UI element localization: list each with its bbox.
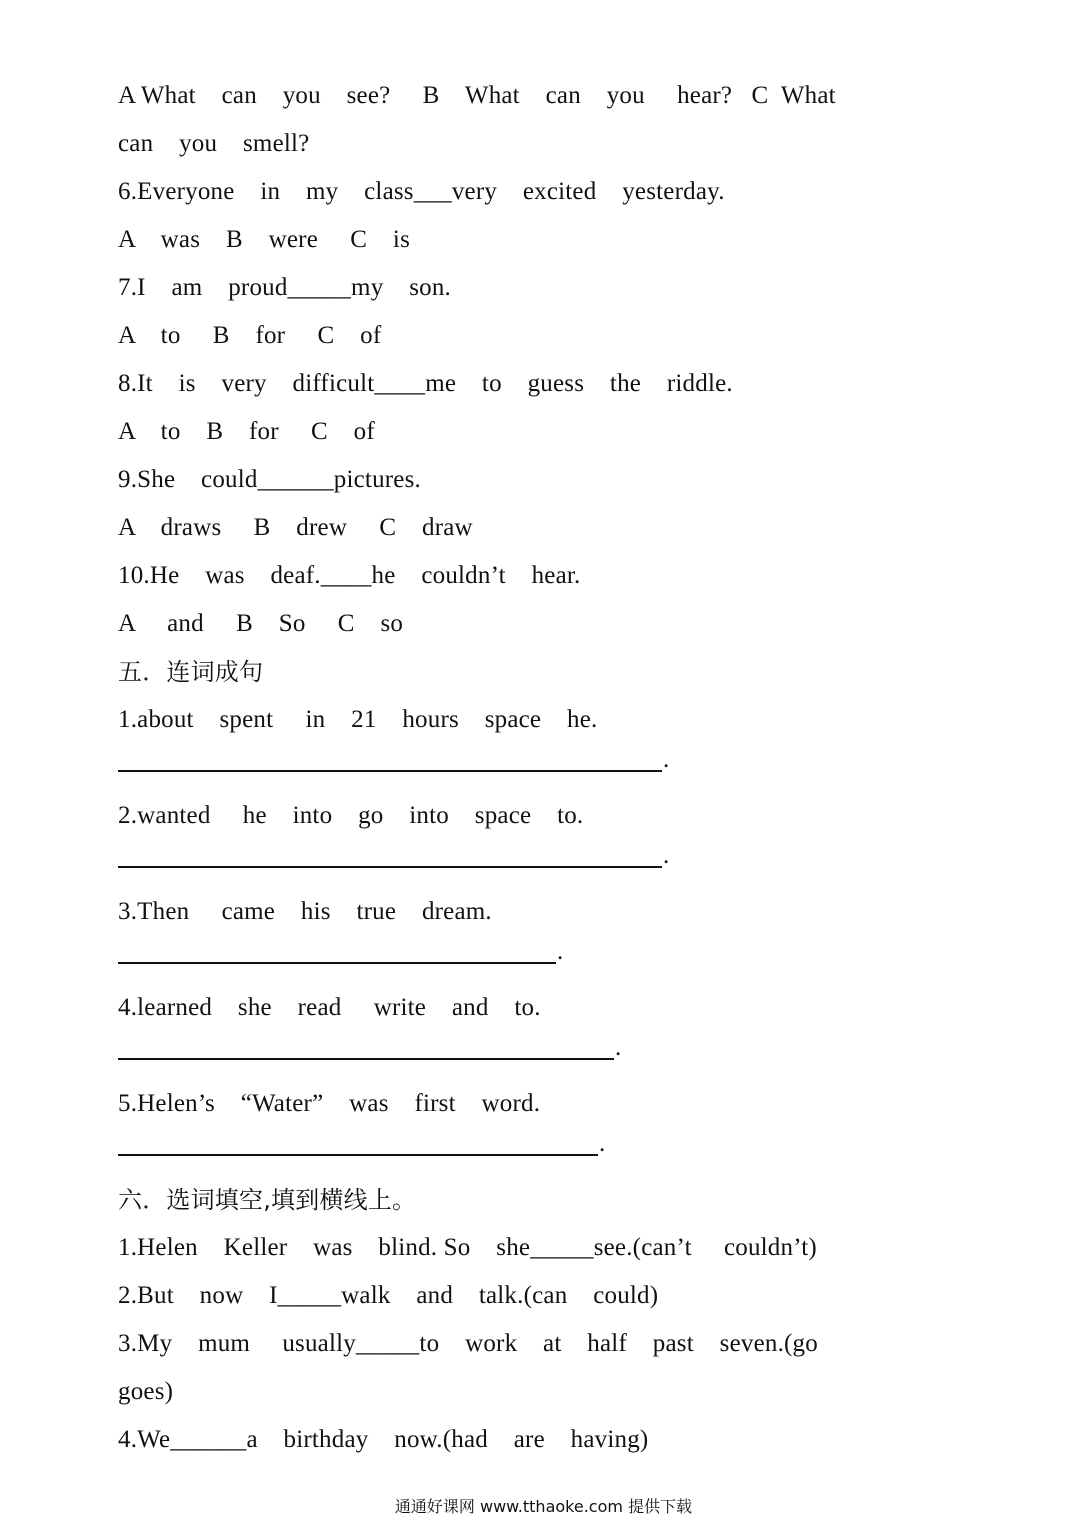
worksheet-page <box>118 72 973 1464</box>
answer-rule <box>118 866 662 868</box>
multiple-choice-section <box>118 72 973 648</box>
question-line: A was B were C is <box>118 226 411 253</box>
question-line: 8.It is very difficult____me to guess the riddle. <box>118 370 733 397</box>
footer-text: 通通好课网 www.tthaoke.com 提供下载 <box>394 1497 693 1516</box>
sentence-ordering-section <box>118 696 973 1176</box>
answer-period: . <box>663 842 670 869</box>
answer-period: . <box>557 938 564 965</box>
reorder-item: 4.learned she read write and to. <box>118 994 541 1021</box>
answer-rule <box>118 962 556 964</box>
answer-rule <box>118 770 662 772</box>
answer-line[interactable] <box>118 744 973 792</box>
fill-blank-line: 3.My mum usually_____to work at half past seven.(go <box>118 1330 818 1357</box>
question-line: 9.She could______pictures. <box>118 466 421 493</box>
answer-rule <box>118 1154 598 1156</box>
question-line: 10.He was deaf.____he couldn’t hear. <box>118 562 581 589</box>
section-6-title: 六．选词填空,填到横线上。 <box>118 1186 417 1214</box>
answer-period: . <box>663 746 670 773</box>
answer-line[interactable] <box>118 840 973 888</box>
question-line: A to B for C of <box>118 418 375 445</box>
reorder-item: 2.wanted he into go into space to. <box>118 802 584 829</box>
answer-line[interactable] <box>118 936 973 984</box>
fill-blank-line: 1.Helen Keller was blind. So she_____see.(can’t couldn’t) <box>118 1234 817 1261</box>
fill-blank-line: 2.But now I_____walk and talk.(can could) <box>118 1282 659 1309</box>
question-line: can you smell? <box>118 130 310 157</box>
reorder-item: 5.Helen’s “Water” was first word. <box>118 1090 541 1117</box>
answer-rule <box>118 1058 614 1060</box>
answer-period: . <box>615 1034 622 1061</box>
question-line: 6.Everyone in my class___very excited yesterday. <box>118 178 725 205</box>
reorder-item: 1.about spent in 21 hours space he. <box>118 706 598 733</box>
question-line: A draws B drew C draw <box>118 514 473 541</box>
question-line: A and B So C so <box>118 610 404 637</box>
question-line: 7.I am proud_____my son. <box>118 274 451 301</box>
fill-blank-section <box>118 1224 973 1464</box>
answer-period: . <box>599 1130 606 1157</box>
section-5-title: 五．连词成句 <box>118 658 264 686</box>
question-line: A to B for C of <box>118 322 382 349</box>
question-line: A What can you see? B What can you hear? C What <box>118 82 836 109</box>
fill-blank-line: goes) <box>118 1378 174 1405</box>
answer-line[interactable] <box>118 1128 973 1176</box>
fill-blank-line: 4.We______a birthday now.(had are having) <box>118 1426 649 1453</box>
answer-line[interactable] <box>118 1032 973 1080</box>
reorder-item: 3.Then came his true dream. <box>118 898 492 925</box>
